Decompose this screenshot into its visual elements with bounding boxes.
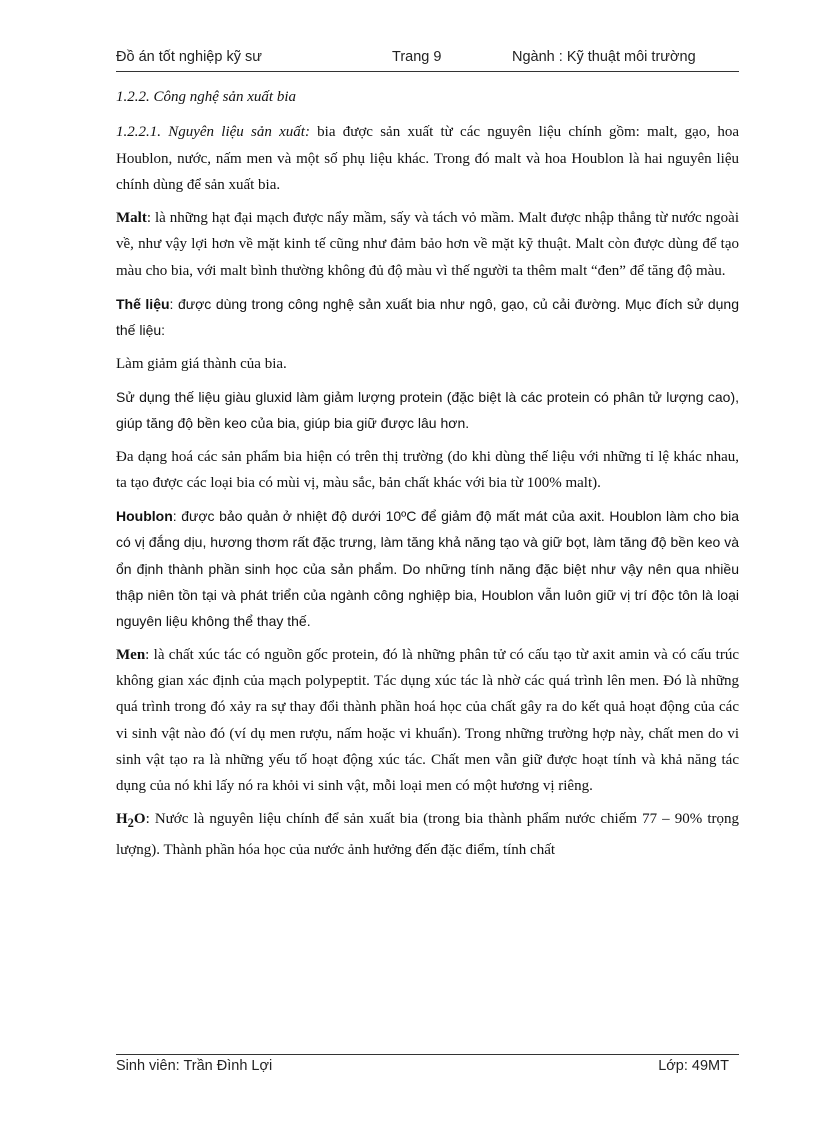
paragraph-h2o	[116, 806, 739, 863]
term-houblon: Houblon	[116, 508, 173, 525]
page-footer	[116, 1058, 739, 1080]
header-major: Ngành : Kỹ thuật môi trường	[512, 49, 696, 65]
footer-student: Sinh viên: Trần Đình Lợi	[116, 1058, 273, 1074]
header-thesis-title: Đồ án tốt nghiệp kỹ sư	[116, 49, 262, 65]
footer-class: Lớp: 49MT	[658, 1058, 729, 1074]
purpose-item: Đa dạng hoá các sản phẩm bia hiện có trên thị trường (do khi dùng thế liệu với những tỉ lệ khác nhau, ta tạo được các loại bia có mùi vị, màu sắc, bản chất khác với bia từ 100% malt).	[116, 448, 739, 491]
header-rule	[116, 71, 739, 72]
purpose-item: Sử dụng thế liệu giàu gluxid làm giảm lượng protein (đặc biệt là các protein có phân tử lượng cao), giúp tăng độ bền keo của bia, giúp bia giữ được lâu hơn.	[116, 388, 739, 432]
paragraph-houblon	[116, 503, 739, 634]
subsection-text: bia được sản xuất từ các nguyên liệu chính gồm: malt, gạo, hoa Houblon, nước, nấm men và một số phụ liệu khác. Trong đó malt và hoa Houblon là hai nguyên liệu chính dùng để sản xuất bia.	[116, 124, 739, 193]
subsection-label: 1.2.2.1. Nguyên liệu sản xuất:	[116, 124, 310, 141]
malt-text: : là những hạt đại mạch được nẩy mầm, sấy và tách vỏ mầm. Malt được nhập thẳng từ nước ngoài về, như vậy lợi hơn về mặt kinh tế cũng như đảm bảo hơn về mặt kỹ thuật. Malt còn được dùng để tạo màu cho bia, với malt bình thường không đủ độ màu vì thế người ta thêm malt “đen” để tăng độ màu.	[116, 210, 739, 279]
document-body	[116, 84, 739, 870]
h2o-text: : Nước là nguyên liệu chính để sản xuất bia (trong bia thành phẩm nước chiếm 77 – 90% trọng lượng). Thành phần hóa học của nước ảnh hưởng đến đặc điểm, tính chất	[116, 811, 739, 858]
section-heading: 1.2.2. Công nghệ sản xuất bia	[116, 89, 296, 105]
footer-rule	[116, 1054, 739, 1055]
houblon-text: : được bảo quản ở nhiệt độ dưới 10ºC để giảm độ mất mát của axit. Houblon làm cho bia có vị đắng dịu, hương thơm rất đặc trưng, làm tăng khả năng tạo và giữ bọt, làm tăng độ bền keo và ổn định thành phần sinh học của sản phẩm. Do những tính năng đặc biệt như vậy nên qua nhiều thập niên tồn tại và phát triển của ngành công nghiệp bia, Houblon vẫn luôn giữ vị trí độc tôn là loại nguyên liệu không thể thay thế.	[116, 508, 739, 630]
paragraph-men	[116, 642, 739, 800]
term-the-lieu: Thế liệu	[116, 296, 170, 313]
page-header	[116, 49, 739, 71]
purpose-item: Làm giảm giá thành của bia.	[116, 355, 287, 372]
term-men: Men	[116, 646, 146, 663]
term-malt: Malt	[116, 210, 147, 227]
header-page-number: Trang 9	[392, 49, 442, 65]
men-text: : là chất xúc tác có nguồn gốc protein, đó là những phân tử có cấu tạo từ axit amin và có cấu trúc không gian xác định của mạch polypeptit. Tác dụng xúc tác là nhờ các quá trình lên men. Đó là những quá trình trong đó xảy ra sự thay đổi thành phần hoá học của chất gây ra do kết quả hoạt động của các vi sinh vật nào đó (ví dụ men rượu, nấm hoặc vi khuẩn). Trong những trường hợp này, chất men do vi sinh vật tạo ra là những yếu tố hoạt động xúc tác. Chất men vẫn giữ được hoạt tính và khả năng tác dụng của nó khi lấy nó ra khỏi vi sinh vật, mỗi loại men có một hương vị riêng.	[116, 646, 739, 795]
paragraph-raw-materials	[116, 119, 739, 198]
paragraph-the-lieu	[116, 291, 739, 344]
term-h2o: $H_2O$	[116, 811, 146, 831]
paragraph-malt	[116, 205, 739, 284]
the-lieu-text: : được dùng trong công nghệ sản xuất bia như ngô, gạo, củ cải đường. Mục đích sử dụng thế liệu:	[116, 296, 739, 339]
